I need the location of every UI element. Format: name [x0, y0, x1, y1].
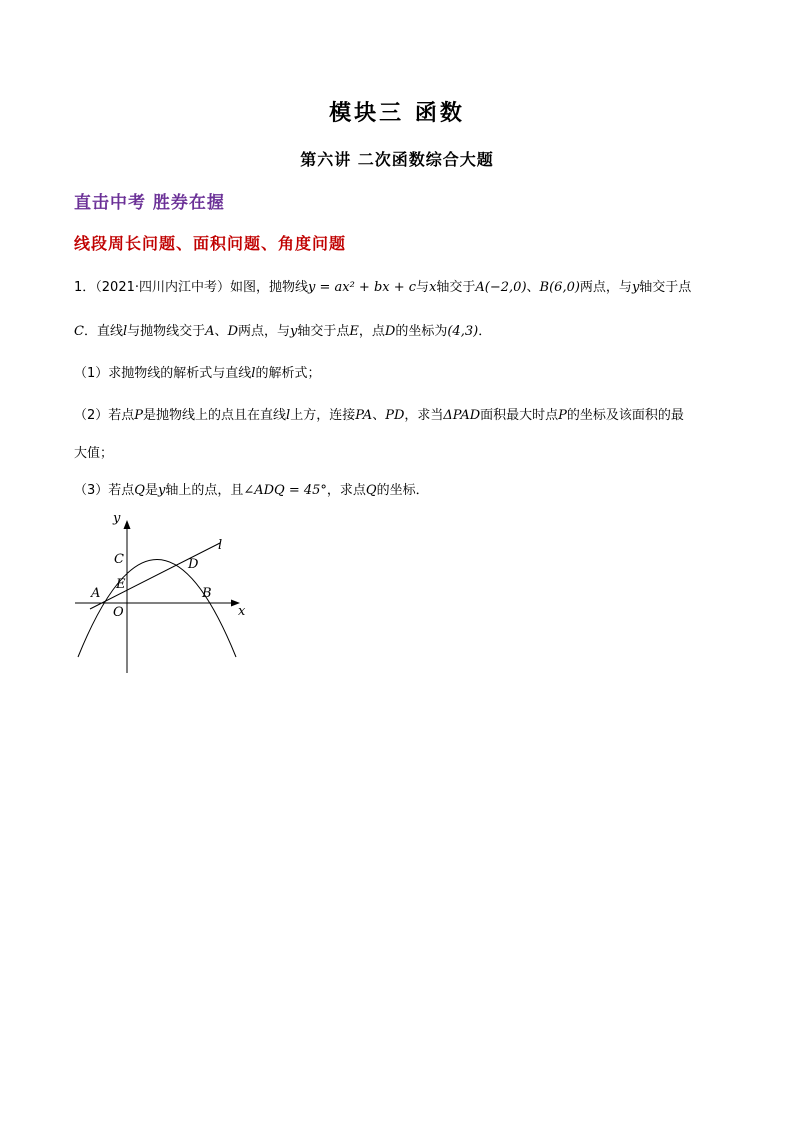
variable: y [157, 483, 166, 498]
text: （1）求抛物线的解析式与直线 [74, 366, 252, 381]
text: 的坐标． [376, 483, 429, 498]
problem-statement-line-2 [74, 320, 491, 339]
variable: l [251, 366, 256, 381]
text: 是 [144, 483, 158, 498]
section-heading: 直击中考 胜券在握 [74, 193, 225, 213]
text: （2）若点 [74, 408, 135, 423]
text: 轴交于点 [297, 324, 350, 339]
point: D [227, 324, 238, 339]
text: 上方，连接 [290, 408, 356, 423]
segment: PA [355, 408, 373, 423]
parabola-figure [70, 505, 260, 680]
point: B(6,0) [539, 280, 580, 295]
variable: x [429, 280, 437, 295]
point: A [205, 324, 215, 339]
text: ，求当 [404, 408, 444, 423]
text: 大值； [74, 446, 114, 461]
question-3 [74, 479, 429, 498]
text: 轴上的点，且 [165, 483, 244, 498]
text: ，求点 [326, 483, 366, 498]
point: Q [134, 483, 145, 498]
point-b-label: B [202, 586, 212, 601]
point: P [134, 408, 144, 423]
variable: l [122, 324, 128, 339]
parabola-curve [78, 560, 236, 658]
point: C [74, 324, 84, 339]
text: 轴交于 [436, 280, 476, 295]
angle-condition: ∠ADQ = 45° [243, 483, 327, 498]
text: 面积最大时点 [480, 408, 559, 423]
question-2 [74, 404, 684, 423]
point: Q [365, 483, 377, 498]
text: 、 [526, 280, 540, 295]
text: 的解析式； [255, 366, 321, 381]
point-c-label: C [114, 552, 124, 567]
point: D [384, 324, 396, 339]
text: 的坐标为 [395, 324, 448, 339]
origin-label: O [113, 605, 124, 620]
coordinate: (4,3) [447, 324, 479, 339]
text: 两点，与 [579, 280, 632, 295]
x-axis-label: x [238, 604, 246, 619]
line-l [90, 543, 220, 609]
page-title: 模块三 函数 [329, 100, 465, 126]
text: 是抛物线上的点且在直线 [143, 408, 287, 423]
text: 与抛物线交于 [127, 324, 206, 339]
line-l-label: l [218, 538, 223, 553]
point: P [558, 408, 567, 423]
text: 的坐标及该面积的最 [566, 408, 684, 423]
triangle: ΔPAD [443, 408, 481, 423]
segment: PD [385, 408, 405, 423]
point-d-label: D [188, 557, 199, 572]
variable: l [286, 408, 291, 423]
text: 轴交于点 [639, 280, 692, 295]
point: A(−2,0) [475, 280, 527, 295]
text: 两点，与 [238, 324, 291, 339]
text: ，点 [358, 324, 385, 339]
y-axis-label: y [113, 511, 121, 526]
point-e-label: E [116, 577, 126, 592]
text: （3）若点 [74, 483, 135, 498]
text: 1．（2021·四川内江中考）如图，抛物线 [74, 280, 308, 295]
point-a-label: A [91, 586, 101, 601]
question-2-continued [74, 442, 113, 461]
lecture-subtitle: 第六讲 二次函数综合大题 [300, 150, 494, 169]
problem-statement-line-1 [74, 276, 691, 295]
text: ． [478, 324, 492, 339]
variable: y [290, 324, 298, 339]
variable: y [631, 280, 640, 295]
topic-heading: 线段周长问题、面积问题、角度问题 [74, 234, 347, 253]
text: 、 [372, 408, 386, 423]
point: E [349, 324, 359, 339]
text: 、 [214, 324, 228, 339]
y-axis-arrow [124, 520, 131, 529]
text: 与 [416, 280, 430, 295]
question-1 [74, 362, 320, 381]
equation: y = ax² + bx + c [308, 280, 417, 295]
text: ．直线 [83, 324, 123, 339]
